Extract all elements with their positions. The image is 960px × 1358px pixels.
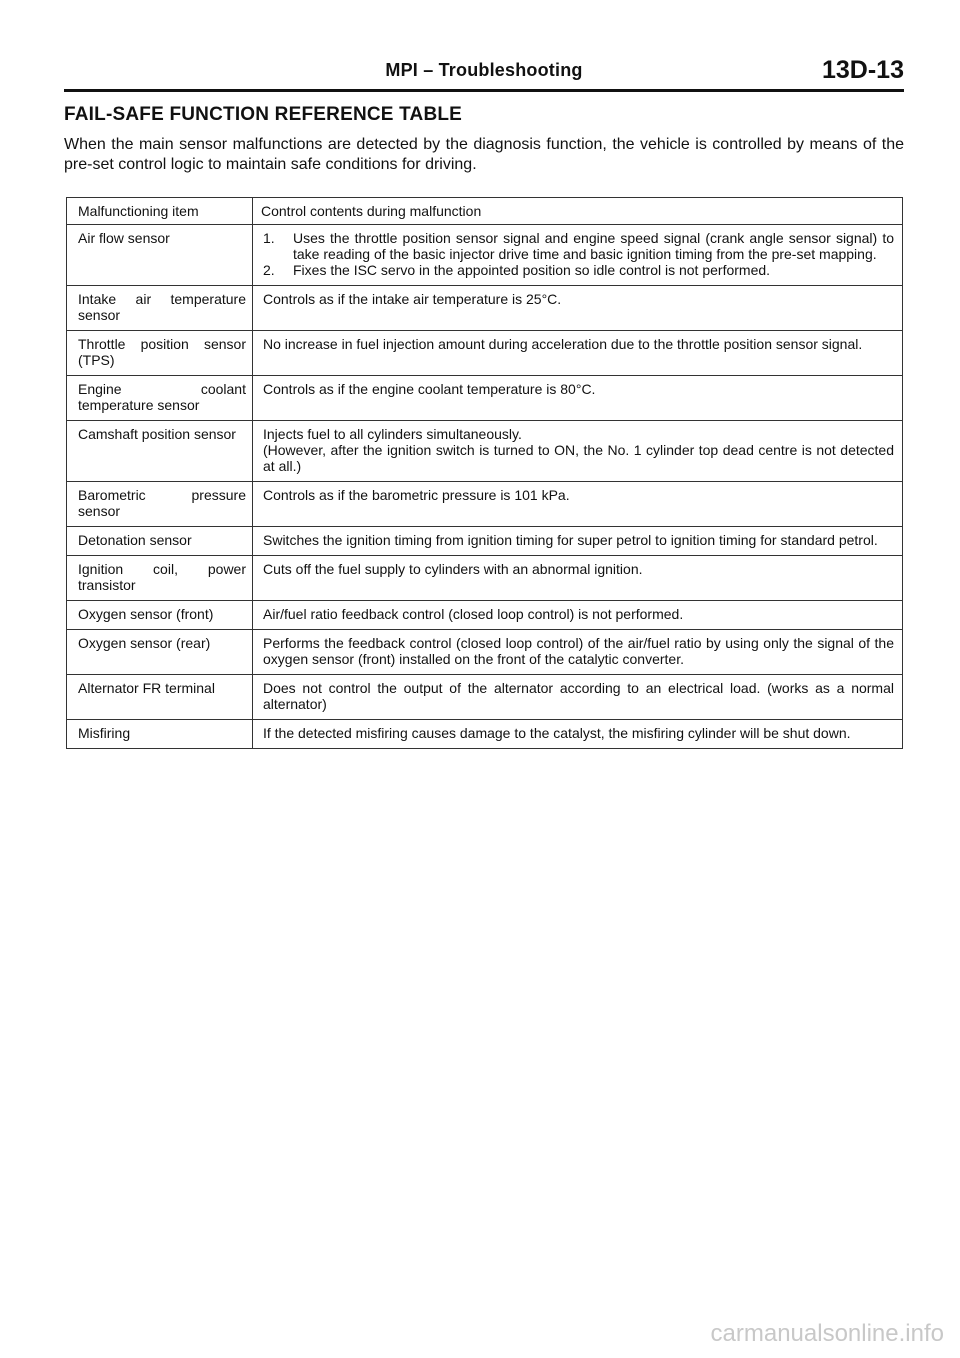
malfunction-item-cell: Alternator FR terminal xyxy=(67,675,253,720)
line-text: (However, after the ignition switch is turned to ON, the No. 1 cylinder top dead centre is not detected at all.) xyxy=(263,442,894,474)
intro-paragraph: When the main sensor malfunctions are detected by the diagnosis function, the vehicle is controlled by means of the pre-set control logic to maintain safe conditions for driving. xyxy=(64,136,904,173)
malfunction-item-cell: Detonation sensor xyxy=(67,527,253,556)
line-text: If the detected misfiring causes damage to the catalyst, the misfiring cylinder will be shut down. xyxy=(263,725,851,741)
line-text: Performs the feedback control (closed loop control) of the air/fuel ratio by using only the signal of the oxygen sensor (front) installed on the front of the catalytic converter. xyxy=(263,635,894,667)
line-text: Cuts off the fuel supply to cylinders with an abnormal ignition. xyxy=(263,561,643,577)
table-row xyxy=(67,286,903,331)
control-contents-cell xyxy=(253,720,903,749)
line-text: Does not control the output of the alternator according to an electrical load. (works as a normal alternator) xyxy=(263,680,894,712)
table-row xyxy=(67,482,903,527)
line-text: Uses the throttle position sensor signal and engine speed signal (crank angle sensor signal) to take reading of the basic injector drive time and basic ignition timing from the pre-set mapping. xyxy=(293,230,894,262)
line-text: Injects fuel to all cylinders simultaneously. xyxy=(263,426,522,442)
fail-safe-table xyxy=(66,197,903,749)
malfunction-item-cell: Misfiring xyxy=(67,720,253,749)
malfunction-item-cell: Intake air temperature sensor xyxy=(67,286,253,331)
control-contents-cell xyxy=(253,675,903,720)
column-header-control: Control contents during malfunction xyxy=(253,198,903,225)
line-text: Air/fuel ratio feedback control (closed loop control) is not performed. xyxy=(263,606,684,622)
table-row xyxy=(67,331,903,376)
malfunction-item-cell: Ignition coil, power transistor xyxy=(67,556,253,601)
control-contents-cell xyxy=(253,225,903,286)
control-contents-cell xyxy=(253,556,903,601)
watermark: carmanualsonline.info xyxy=(710,1320,944,1347)
page-number: 13D-13 xyxy=(822,56,904,84)
control-contents-cell xyxy=(253,286,903,331)
table-row xyxy=(67,556,903,601)
section-title: FAIL-SAFE FUNCTION REFERENCE TABLE xyxy=(64,104,463,125)
line-text: Fixes the ISC servo in the appointed position so idle control is not performed. xyxy=(293,262,771,278)
table-row xyxy=(67,376,903,421)
control-contents-cell xyxy=(253,482,903,527)
malfunction-item-cell: Oxygen sensor (front) xyxy=(67,601,253,630)
malfunction-item-cell: Engine coolant temperature sensor xyxy=(67,376,253,421)
line-text: Switches the ignition timing from ignition timing for super petrol to ignition timing for standard petrol. xyxy=(263,532,878,548)
column-header-item: Malfunctioning item xyxy=(67,198,253,225)
malfunction-item-cell: Air flow sensor xyxy=(67,225,253,286)
line-number: 1. xyxy=(263,230,275,246)
malfunction-item-cell: Throttle position sensor (TPS) xyxy=(67,331,253,376)
table-row xyxy=(67,421,903,482)
numbered-line xyxy=(263,230,894,262)
table-row xyxy=(67,720,903,749)
control-contents-cell xyxy=(253,421,903,482)
header-title: MPI – Troubleshooting xyxy=(385,60,583,80)
table-row xyxy=(67,225,903,286)
numbered-line xyxy=(263,262,894,278)
line-text: Controls as if the barometric pressure is 101 kPa. xyxy=(263,487,570,503)
table-row xyxy=(67,675,903,720)
line-text: Controls as if the intake air temperature is 25°C. xyxy=(263,291,562,307)
table-header-row xyxy=(67,198,903,225)
malfunction-item-cell: Camshaft position sensor xyxy=(67,421,253,482)
control-contents-cell xyxy=(253,527,903,556)
control-contents-cell xyxy=(253,331,903,376)
malfunction-item-cell: Oxygen sensor (rear) xyxy=(67,630,253,675)
control-contents-cell xyxy=(253,601,903,630)
table-body xyxy=(67,225,903,749)
control-contents-cell xyxy=(253,630,903,675)
table-row xyxy=(67,630,903,675)
page-header xyxy=(64,58,904,90)
table-row xyxy=(67,527,903,556)
line-text: Controls as if the engine coolant temperature is 80°C. xyxy=(263,381,596,397)
malfunction-item-cell: Barometric pressure sensor xyxy=(67,482,253,527)
table-row xyxy=(67,601,903,630)
control-contents-cell xyxy=(253,376,903,421)
line-text: No increase in fuel injection amount during acceleration due to the throttle position sensor signal. xyxy=(263,336,863,352)
line-number: 2. xyxy=(263,262,275,278)
header-rule xyxy=(64,89,904,92)
